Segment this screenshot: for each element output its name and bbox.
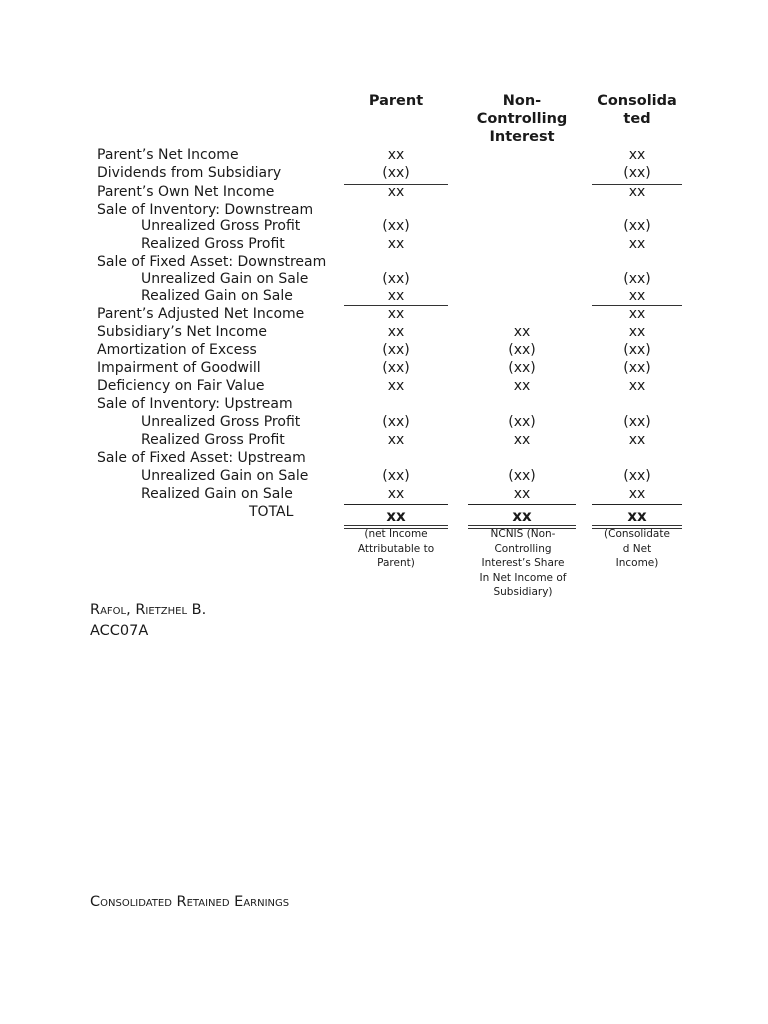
parent-cell: (xx): [382, 165, 410, 181]
table-row: [0, 305, 768, 323]
author-name: Rafol, Rietzhel B.: [90, 602, 207, 618]
subtotal-rule: [592, 184, 682, 185]
parent-cell: xx: [387, 378, 405, 394]
parent-cell: xx: [387, 324, 405, 340]
parent-cell: xx: [387, 432, 405, 448]
row-label: Realized Gain on Sale: [141, 486, 293, 502]
total-rule: [592, 504, 682, 505]
total-parent-cell: xx: [386, 507, 406, 525]
parent-cell: xx: [387, 288, 405, 304]
row-label: Parent’s Own Net Income: [97, 184, 275, 200]
subtotal-rule: [344, 184, 448, 185]
nci-cell: xx: [513, 324, 531, 340]
total-label: TOTAL: [249, 504, 294, 520]
row-label: Impairment of Goodwill: [97, 360, 261, 376]
table-row: [0, 146, 768, 164]
consolidated-cell: xx: [628, 432, 646, 448]
table-row: [0, 235, 768, 253]
parent-cell: (xx): [382, 271, 410, 287]
parent-cell: (xx): [382, 468, 410, 484]
consolidated-cell: xx: [628, 147, 646, 163]
table-row: [0, 287, 768, 305]
parent-cell: xx: [387, 306, 405, 322]
consolidated-cell: xx: [628, 236, 646, 252]
table-row: [0, 164, 768, 182]
row-label: Amortization of Excess: [97, 342, 257, 358]
table-row: [0, 431, 768, 449]
consolidated-cell: xx: [628, 306, 646, 322]
row-label: Unrealized Gross Profit: [141, 218, 301, 234]
row-label: Unrealized Gain on Sale: [141, 271, 309, 287]
consolidated-cell: (xx): [623, 271, 651, 287]
row-label: Sale of Fixed Asset: Upstream: [97, 450, 306, 466]
table-row: [0, 270, 768, 288]
table-row: [0, 467, 768, 485]
parent-cell: xx: [387, 147, 405, 163]
consolidated-cell: (xx): [623, 468, 651, 484]
row-label: Unrealized Gross Profit: [141, 414, 301, 430]
parent-cell: xx: [387, 236, 405, 252]
header-consolidated: Consolida ted: [597, 93, 677, 127]
note-parent: (net Income Attributable to Parent): [357, 528, 435, 569]
table-row: [0, 253, 768, 271]
nci-cell: (xx): [508, 342, 536, 358]
consolidated-cell: (xx): [623, 342, 651, 358]
row-label: Sale of Inventory: Upstream: [97, 396, 293, 412]
consolidated-cell: xx: [628, 486, 646, 502]
parent-cell: xx: [387, 486, 405, 502]
consolidated-cell: (xx): [623, 165, 651, 181]
parent-cell: (xx): [382, 218, 410, 234]
section-title: Consolidated Retained Earnings: [90, 894, 290, 910]
table-row: [0, 377, 768, 395]
row-label: Subsidiary’s Net Income: [97, 324, 267, 340]
row-label: Deficiency on Fair Value: [97, 378, 265, 394]
total-rule: [468, 504, 576, 505]
table-row: [0, 217, 768, 235]
parent-cell: (xx): [382, 342, 410, 358]
consolidated-cell: xx: [628, 288, 646, 304]
table-row: [0, 341, 768, 359]
nci-cell: (xx): [508, 468, 536, 484]
row-label: Unrealized Gain on Sale: [141, 468, 309, 484]
row-label: Parent’s Adjusted Net Income: [97, 306, 305, 322]
note-consolidated: (Consolidate d Net Income): [604, 528, 670, 569]
subtotal-rule: [592, 305, 682, 306]
nci-cell: xx: [513, 432, 531, 448]
subtotal-rule: [344, 305, 448, 306]
row-label: Sale of Inventory: Downstream: [97, 202, 314, 218]
row-label: Realized Gross Profit: [141, 432, 285, 448]
row-label: Realized Gain on Sale: [141, 288, 293, 304]
consolidated-cell: xx: [628, 184, 646, 200]
table-row: [0, 323, 768, 341]
consolidated-cell: xx: [628, 324, 646, 340]
nci-cell: xx: [513, 486, 531, 502]
course-code: ACC07A: [90, 623, 149, 639]
nci-cell: (xx): [508, 360, 536, 376]
total-nci-cell: xx: [512, 507, 532, 525]
table-row: [0, 485, 768, 503]
total-consolidated-cell: xx: [627, 507, 647, 525]
note-nci: NCNIS (Non- Controlling Interest’s Share In Net Income of Subsidiary): [479, 528, 567, 598]
header-parent: Parent: [368, 93, 424, 109]
row-label: Sale of Fixed Asset: Downstream: [97, 254, 327, 270]
table-row: [0, 449, 768, 467]
parent-cell: (xx): [382, 360, 410, 376]
table-row: [0, 395, 768, 413]
nci-cell: xx: [513, 378, 531, 394]
row-label: Parent’s Net Income: [97, 147, 239, 163]
consolidated-cell: (xx): [623, 360, 651, 376]
parent-cell: xx: [387, 184, 405, 200]
nci-cell: (xx): [508, 414, 536, 430]
header-nci: Non- Controlling Interest: [476, 93, 568, 145]
consolidated-cell: (xx): [623, 414, 651, 430]
table-row: [0, 183, 768, 201]
row-label: Dividends from Subsidiary: [97, 165, 282, 181]
total-rule: [344, 504, 448, 505]
row-label: Realized Gross Profit: [141, 236, 285, 252]
consolidated-cell: xx: [628, 378, 646, 394]
table-row: [0, 359, 768, 377]
parent-cell: (xx): [382, 414, 410, 430]
total-row: [0, 503, 768, 525]
consolidated-cell: (xx): [623, 218, 651, 234]
table-row: [0, 413, 768, 431]
